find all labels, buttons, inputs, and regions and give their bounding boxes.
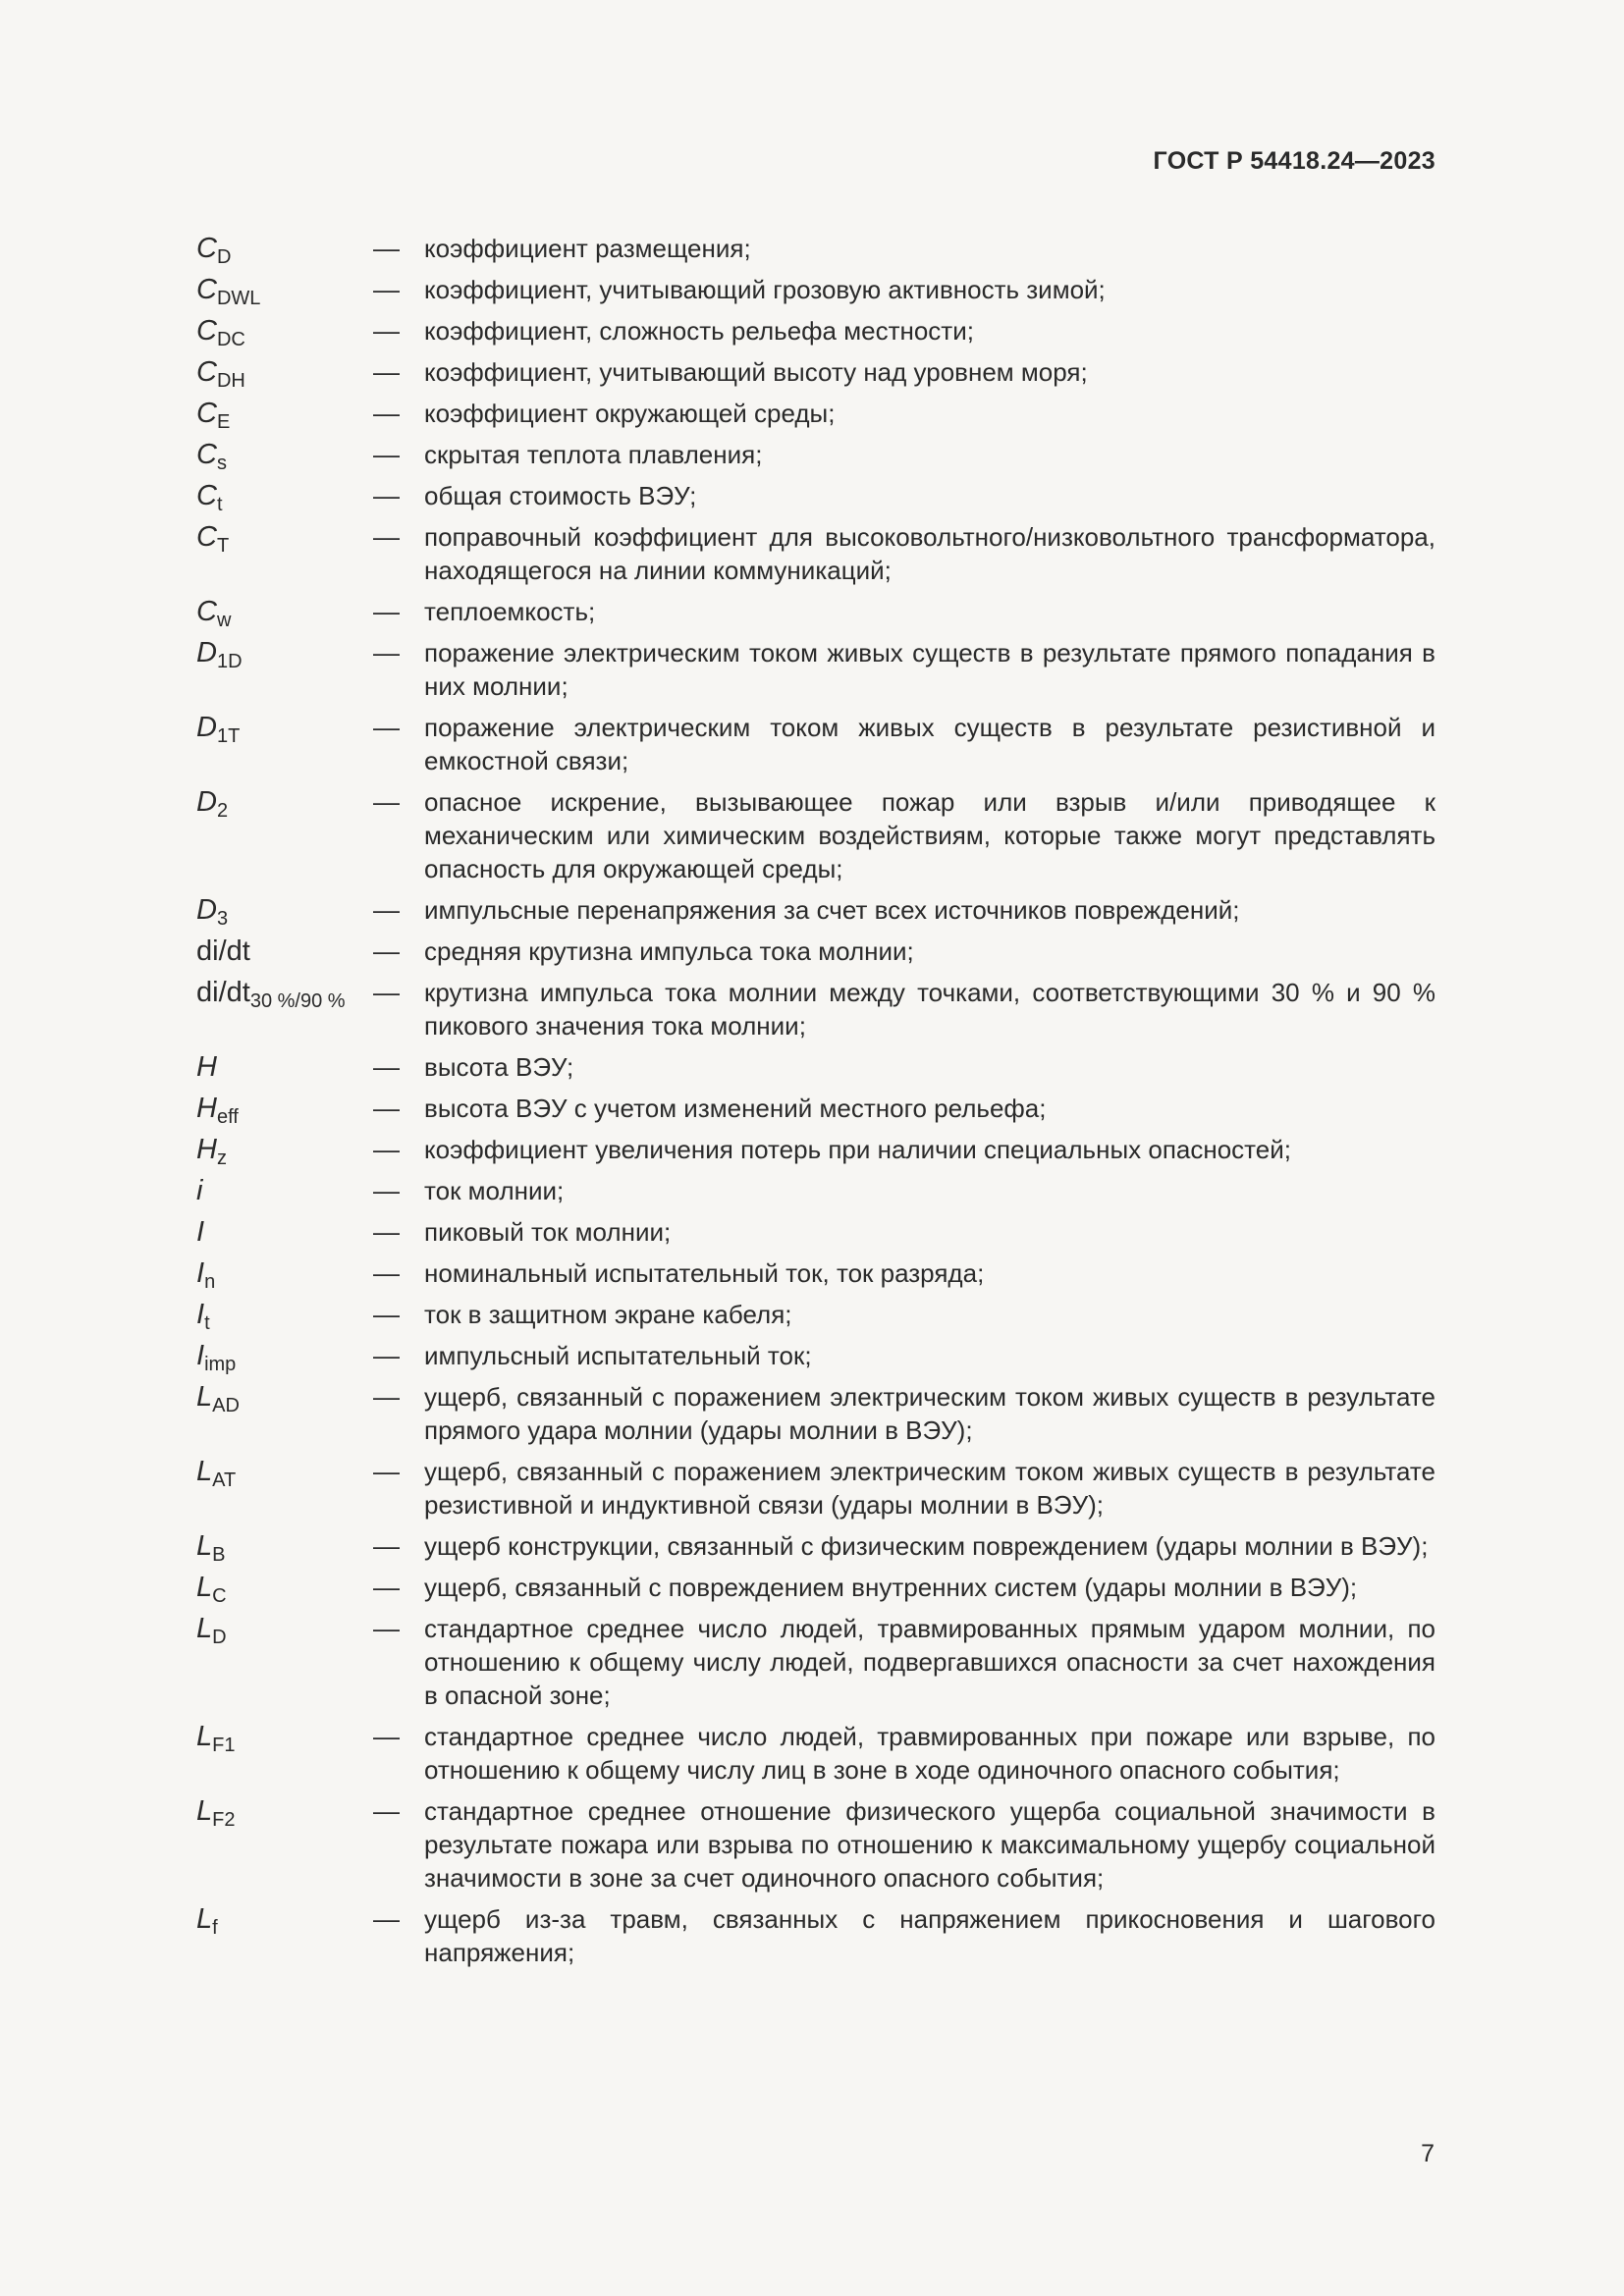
symbol <box>196 1174 373 1207</box>
list-item <box>196 1298 1435 1334</box>
definition: средняя крутизна импульса тока молнии; <box>424 936 914 966</box>
symbol-subscript: w <box>216 610 232 631</box>
definition: ток молнии; <box>424 1176 565 1205</box>
symbol <box>196 1380 373 1414</box>
em-dash: — <box>373 316 400 346</box>
symbol-subscript: 2 <box>216 800 229 822</box>
em-dash: — <box>373 1904 400 1934</box>
list-item <box>196 314 1435 350</box>
list-item <box>196 1902 1435 1969</box>
list-item <box>196 438 1435 474</box>
symbol-subscript: B <box>212 1544 226 1566</box>
symbol-subscript: z <box>216 1148 227 1169</box>
symbol <box>196 479 373 515</box>
em-dash: — <box>373 1052 400 1082</box>
definition: коэффициент окружающей среды; <box>424 399 836 428</box>
symbol-subscript: 1T <box>216 725 241 747</box>
list-item <box>196 711 1435 777</box>
definition: номинальный испытательный ток, ток разряда; <box>424 1258 985 1288</box>
definition: поражение электрическим током живых существ в результате прямого попадания в них молнии; <box>424 638 1435 701</box>
list-item <box>196 355 1435 392</box>
list-item <box>196 1092 1435 1128</box>
symbol <box>196 232 373 268</box>
symbol <box>196 1529 373 1566</box>
list-item <box>196 1133 1435 1169</box>
symbol-base: D <box>196 712 217 743</box>
symbol-base: C <box>196 233 217 264</box>
em-dash: — <box>373 481 400 510</box>
standard-header: ГОСТ Р 54418.24—2023 <box>1153 147 1435 175</box>
em-dash: — <box>373 1382 400 1412</box>
symbol-base: i <box>196 1175 203 1206</box>
definition: пиковый ток молнии; <box>424 1217 672 1247</box>
em-dash: — <box>373 713 400 742</box>
symbol-subscript: t <box>204 1312 210 1334</box>
symbol <box>196 314 373 350</box>
definition: высота ВЭУ; <box>424 1052 574 1082</box>
em-dash: — <box>373 787 400 817</box>
symbol <box>196 1794 373 1831</box>
symbol <box>196 273 373 309</box>
symbol-subscript: f <box>212 1917 218 1939</box>
list-item <box>196 1720 1435 1787</box>
symbol <box>196 520 373 557</box>
em-dash: — <box>373 357 400 387</box>
definition: поправочный коэффициент для высоковольтного/низковольтного трансформатора, находящегося на линии коммуникаций; <box>424 522 1435 585</box>
symbol-base: D <box>196 894 217 926</box>
symbol <box>196 1050 373 1084</box>
list-item <box>196 1571 1435 1607</box>
symbol-subscript: D <box>216 246 232 268</box>
symbol-base: H <box>196 1134 217 1165</box>
symbol <box>196 595 373 631</box>
definition: теплоемкость; <box>424 597 596 626</box>
symbol <box>196 893 373 930</box>
symbol-subscript: DC <box>216 329 245 350</box>
symbol <box>196 711 373 747</box>
list-item <box>196 1050 1435 1084</box>
symbol-base: C <box>196 315 217 347</box>
em-dash: — <box>373 597 400 626</box>
symbol-base: L <box>196 1530 213 1562</box>
list-item <box>196 1256 1435 1293</box>
list-item <box>196 785 1435 885</box>
symbol-base: C <box>196 439 217 470</box>
em-dash: — <box>373 275 400 304</box>
symbol <box>196 1720 373 1756</box>
symbol-subscript: E <box>216 411 231 433</box>
em-dash: — <box>373 440 400 469</box>
symbol <box>196 1133 373 1169</box>
symbol-base: L <box>196 1572 213 1603</box>
definition: скрытая теплота плавления; <box>424 440 763 469</box>
em-dash: — <box>373 522 400 552</box>
symbol-subscript: DH <box>216 370 245 392</box>
symbol-subscript: DWL <box>216 288 261 309</box>
symbol-base: L <box>196 1381 213 1413</box>
em-dash: — <box>373 234 400 263</box>
symbol-subscript: F1 <box>212 1735 236 1756</box>
definition: стандартное среднее число людей, травмированных прямым ударом молнии, по отношению к общему числу людей, подвергавшихся опасности за счет нахождения в опасной зоне; <box>424 1614 1435 1710</box>
list-item <box>196 479 1435 515</box>
symbol-subscript: imp <box>204 1354 237 1375</box>
em-dash: — <box>373 1457 400 1486</box>
definition: коэффициент, сложность рельефа местности; <box>424 316 974 346</box>
symbol <box>196 1256 373 1293</box>
symbol-subscript: n <box>204 1271 216 1293</box>
em-dash: — <box>373 1614 400 1643</box>
symbol <box>196 1339 373 1375</box>
em-dash: — <box>373 1176 400 1205</box>
symbol <box>196 1571 373 1607</box>
em-dash: — <box>373 1094 400 1123</box>
symbol-base: C <box>196 356 217 388</box>
definition: ущерб, связанный с поражением электрическим током живых существ в результате резистивной и индуктивной связи (удары молнии в ВЭУ); <box>424 1457 1435 1520</box>
definition: общая стоимость ВЭУ; <box>424 481 697 510</box>
em-dash: — <box>373 1258 400 1288</box>
definition: ущерб, связанный с поражением электрическим током живых существ в результате прямого удара молнии (удары молнии в ВЭУ); <box>424 1382 1435 1445</box>
symbol-base: L <box>196 1795 213 1827</box>
symbol-base: I <box>196 1340 205 1371</box>
symbol-base: di/dt <box>196 935 250 967</box>
symbol <box>196 1612 373 1648</box>
em-dash: — <box>373 1531 400 1561</box>
symbol-list <box>196 232 1435 1977</box>
list-item <box>196 397 1435 433</box>
definition: ток в защитном экране кабеля; <box>424 1300 792 1329</box>
symbol-subscript: 1D <box>216 651 243 672</box>
em-dash: — <box>373 936 400 966</box>
symbol-base: C <box>196 480 217 511</box>
symbol-base: L <box>196 1903 213 1935</box>
definition: импульсный испытательный ток; <box>424 1341 812 1370</box>
list-item <box>196 1455 1435 1522</box>
symbol <box>196 976 373 1012</box>
list-item <box>196 934 1435 968</box>
symbol-base: C <box>196 521 217 553</box>
symbol <box>196 1455 373 1491</box>
symbol-base: D <box>196 637 217 668</box>
list-item <box>196 1339 1435 1375</box>
list-item <box>196 595 1435 631</box>
symbol-base: L <box>196 1456 213 1487</box>
definition: коэффициент размещения; <box>424 234 751 263</box>
symbol-subscript: F2 <box>212 1809 236 1831</box>
symbol-base: I <box>196 1299 205 1330</box>
em-dash: — <box>373 1722 400 1751</box>
symbol-base: L <box>196 1721 213 1752</box>
definition: стандартное среднее число людей, травмированных при пожаре или взрыве, по отношению к общему числу лиц в зоне в ходе одиночного опасного события; <box>424 1722 1435 1785</box>
definition: коэффициент увеличения потерь при наличии специальных опасностей; <box>424 1135 1291 1164</box>
definition: ущерб конструкции, связанный с физическим повреждением (удары молнии в ВЭУ); <box>424 1531 1429 1561</box>
symbol <box>196 1092 373 1128</box>
symbol-subscript: 30 %/90 % <box>249 990 346 1012</box>
symbol-base: I <box>196 1216 205 1248</box>
definition: ущерб, связанный с повреждением внутренних систем (удары молнии в ВЭУ); <box>424 1573 1358 1602</box>
page-number: 7 <box>1421 2140 1435 2167</box>
list-item <box>196 1529 1435 1566</box>
symbol <box>196 934 373 968</box>
list-item <box>196 273 1435 309</box>
definition: высота ВЭУ с учетом изменений местного рельефа; <box>424 1094 1047 1123</box>
symbol-base: L <box>196 1613 213 1644</box>
symbol <box>196 1215 373 1249</box>
em-dash: — <box>373 1135 400 1164</box>
symbol-base: C <box>196 596 217 627</box>
list-item <box>196 1380 1435 1447</box>
definition: опасное искрение, вызывающее пожар или взрыв и/или приводящее к механическим или химическим воздействиям, которые также могут представлять опасность для окружающей среды; <box>424 787 1435 883</box>
symbol-base: C <box>196 398 217 429</box>
symbol-subscript: T <box>216 535 230 557</box>
symbol-subscript: t <box>216 494 223 515</box>
em-dash: — <box>373 895 400 925</box>
symbol <box>196 1298 373 1334</box>
em-dash: — <box>373 1796 400 1826</box>
symbol-subscript: D <box>212 1627 227 1648</box>
em-dash: — <box>373 978 400 1007</box>
symbol-subscript: AD <box>212 1395 240 1416</box>
symbol <box>196 1902 373 1939</box>
list-item <box>196 232 1435 268</box>
symbol-base: H <box>196 1093 217 1124</box>
definition: коэффициент, учитывающий высоту над уровнем моря; <box>424 357 1088 387</box>
definition: поражение электрическим током живых существ в результате резистивной и емкостной связи; <box>424 713 1435 775</box>
list-item <box>196 1174 1435 1207</box>
symbol-subscript: 3 <box>216 908 229 930</box>
em-dash: — <box>373 1573 400 1602</box>
list-item <box>196 1794 1435 1895</box>
definition: коэффициент, учитывающий грозовую активность зимой; <box>424 275 1106 304</box>
definition: стандартное среднее отношение физического ущерба социальной значимости в результате пожара или взрыва по отношению к максимальному ущербу социальной значимости в зоне за счет одиночного опасного события; <box>424 1796 1435 1893</box>
definition: крутизна импульса тока молнии между точками, соответствующими 30 % и 90 % пикового значения тока молнии; <box>424 978 1435 1041</box>
symbol-base: H <box>196 1051 217 1083</box>
list-item <box>196 636 1435 703</box>
symbol-subscript: s <box>216 453 227 474</box>
symbol <box>196 636 373 672</box>
em-dash: — <box>373 399 400 428</box>
symbol-base: I <box>196 1257 205 1289</box>
list-item <box>196 1215 1435 1249</box>
symbol <box>196 355 373 392</box>
symbol-base: di/dt <box>196 977 250 1008</box>
symbol-base: D <box>196 786 217 818</box>
em-dash: — <box>373 1300 400 1329</box>
list-item <box>196 893 1435 930</box>
em-dash: — <box>373 638 400 667</box>
definition: ущерб из-за травм, связанных с напряжением прикосновения и шагового напряжения; <box>424 1904 1435 1967</box>
em-dash: — <box>373 1341 400 1370</box>
symbol-subscript: AT <box>212 1469 237 1491</box>
symbol <box>196 785 373 822</box>
symbol-subscript: C <box>212 1585 227 1607</box>
list-item <box>196 976 1435 1042</box>
definition: импульсные перенапряжения за счет всех источников повреждений; <box>424 895 1240 925</box>
list-item <box>196 520 1435 587</box>
em-dash: — <box>373 1217 400 1247</box>
list-item <box>196 1612 1435 1712</box>
symbol <box>196 438 373 474</box>
symbol-subscript: eff <box>216 1106 239 1128</box>
symbol <box>196 397 373 433</box>
symbol-base: C <box>196 274 217 305</box>
